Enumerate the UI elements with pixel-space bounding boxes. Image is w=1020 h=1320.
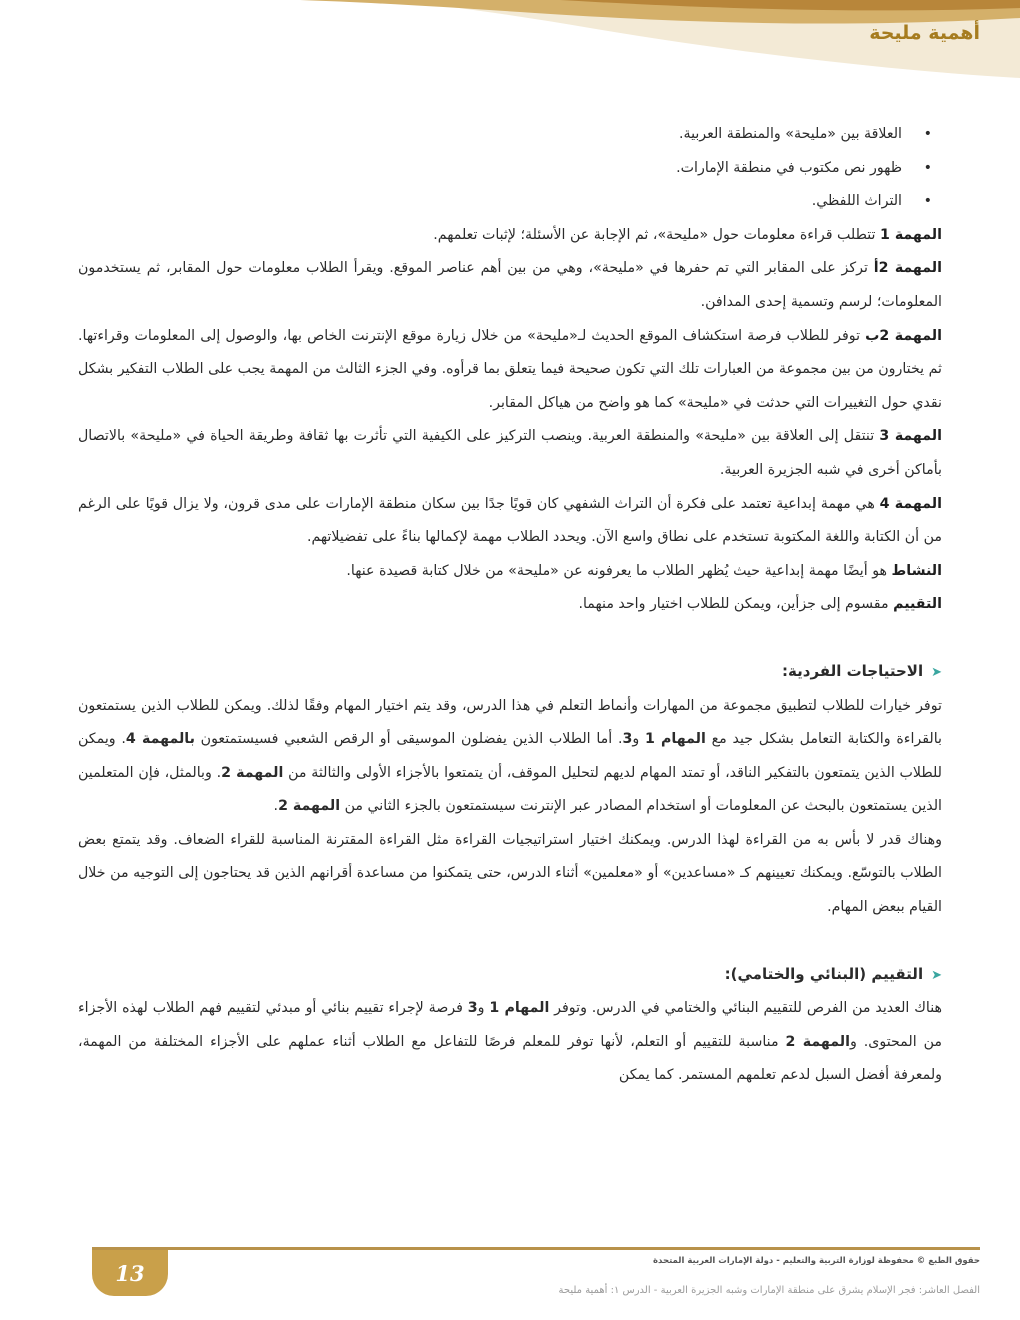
header-wave-decoration: [0, 0, 1020, 110]
arrow-bullet-icon: ➤: [931, 664, 942, 680]
activity-label: النشاط: [891, 562, 942, 579]
section-heading-individual-needs: ➤الاحتياجات الفردية:: [782, 661, 942, 680]
reading-support-paragraph: وهناك قدر لا بأس به من القراءة لهذا الدرس. ويمكنك اختيار استراتيجيات القراءة مثل القراءة المقترنة المناسبة للقراء الضعاف. وقد يتمتع بعض الطلاب بالتوسّع. ويمكنك تعيينهم كـ «مساعدين» أو «معلمين» أثناء الدرس، حتى يتمكنوا من مساعدة أقرانهم الذين قد يحتاجون إلى التوجيه من خلال القيام ببعض المهام.: [78, 831, 942, 916]
task-text: تتطلب قراءة معلومات حول «مليحة»، ثم الإجابة عن الأسئلة؛ لإثبات تعلمهم.: [433, 226, 880, 243]
page-title: أهمية مليحة: [869, 22, 980, 44]
topic-bullet-list: [78, 118, 942, 219]
individual-needs-paragraph: توفر خيارات للطلاب لتطبيق مجموعة من المهارات وأنماط التعلم في هذا الدرس، وقد يتم اختيار المهام وفقًا لذلك. ويمكن للطلاب الذين يستمتعون بالقراءة والكتابة التعامل بشكل جيد مع المهام 1 و3. أما الطلاب الذين يفضلون الموسيقى أو الرقص الشعبي فسيستمتعون بالمهمة 4. ويمكن للطلاب الذين يتمتعون بالتفكير الناقد، أو تمتد المهام لديهم لتحليل الموقف، أن يتمتعوا بالأجزاء الأولى والثالثة من المهمة 2. وبالمثل، فإن المتعلمين الذين يستمتعون بالبحث عن المعلومات أو استخدام المصادر عبر الإنترنت سيستمتعون بالجزء الثاني من المهمة 2.: [78, 697, 943, 815]
page-number: 13: [92, 1250, 168, 1296]
task-paragraph: [78, 420, 942, 487]
list-item: • التراث اللفظي.: [78, 185, 902, 219]
task-label: المهمة 2أ: [873, 260, 942, 277]
list-item: • ظهور نص مكتوب في منطقة الإمارات.: [78, 152, 902, 186]
main-content: [78, 118, 942, 1093]
evaluation-text: مقسوم إلى جزأين، ويمكن للطلاب اختيار واحد منهما.: [578, 596, 894, 613]
task-label: المهمة 4: [879, 495, 942, 512]
evaluation-paragraph: [78, 588, 942, 622]
task-text: هي مهمة إبداعية تعتمد على فكرة أن التراث الشفهي كان قويًا جدًا بين سكان منطقة الإمارات على مدى قرون، ولا يزال قويًا على الرغم من أن الكتابة واللغة المكتوبة تستخدم على نطاق واسع الآن. ويحدد الطلاب مهمة لإكمالها بناءً على تفضيلاتهم.: [78, 495, 942, 546]
footer-copyright: حقوق الطبع © محفوظة لوزارة التربية والتعليم - دولة الإمارات العربية المتحدة: [653, 1256, 980, 1266]
activity-paragraph: [78, 555, 942, 589]
evaluation-label: التقييم: [893, 596, 942, 613]
task-label: المهمة 3: [879, 428, 942, 445]
assessment-paragraph: هناك العديد من الفرص للتقييم البنائي والختامي في الدرس. وتوفر المهام 1 و3 فرصة لإجراء تقييم بنائي أو مبدئي لتقييم فهم الطلاب لهذه الأجزاء من المحتوى. والمهمة 2 مناسبة للتقييم أو التعلم، لأنها توفر للمعلم فرصًا للتفاعل مع الطلاب أثناء عملهم على الأجزاء المختلفة من المهمة، ولمعرفة أفضل السبل لدعم تعلمهم المستمر. كما يمكن: [78, 1000, 942, 1084]
task-text: توفر للطلاب فرصة استكشاف الموقع الحديث لـ«مليحة» من خلال زيارة موقع الإنترنت الخاص بها، والوصول إلى المعلومات وقراءتها. ثم يختارون من بين مجموعة من العبارات تلك التي تكون صحيحة فيما يتعلق بما قرأوه. وفي الجزء الثالث من المهمة يجب على الطلاب التفكير بشكل نقدي حول التغييرات التي حدثت في «مليحة» كما هو واضح من هياكل المقابر.: [78, 327, 942, 411]
list-item: • العلاقة بين «مليحة» والمنطقة العربية.: [78, 118, 902, 152]
arrow-bullet-icon: ➤: [931, 967, 942, 983]
task-label: المهمة 1: [880, 226, 942, 243]
task-text: تركز على المقابر التي تم حفرها في «مليحة»، وهي من بين أهم عناصر الموقع. ويقرأ الطلاب معلومات حول المقابر، ثم يستخدمون المعلومات؛ لرسم وتسمية إحدى المدافن.: [78, 260, 942, 310]
footer-chapter-title: الفصل العاشر: فجر الإسلام يشرق على منطقة الإمارات وشبه الجزيرة العربية - الدرس ١: أهمية مليحة: [558, 1285, 980, 1296]
footer-divider: [92, 1247, 980, 1250]
task-paragraph: [78, 488, 942, 555]
section-heading-assessment: ➤التقييم (البنائي والختامي):: [724, 964, 942, 983]
task-label: المهمة 2ب: [865, 327, 942, 344]
activity-text: هو أيضًا مهمة إبداعية حيث يُظهر الطلاب ما يعرفونه عن «مليحة» من خلال كتابة قصيدة عنها.: [346, 562, 892, 579]
task-paragraph: [78, 219, 942, 253]
task-paragraph: [78, 320, 942, 421]
task-paragraph: [78, 252, 942, 319]
task-text: تنتقل إلى العلاقة بين «مليحة» والمنطقة العربية. وينصب التركيز على الكيفية التي تأثرت بها ثقافة وطريقة الحياة في «مليحة» بالاتصال بأماكن أخرى في شبه الجزيرة العربية.: [78, 428, 942, 478]
